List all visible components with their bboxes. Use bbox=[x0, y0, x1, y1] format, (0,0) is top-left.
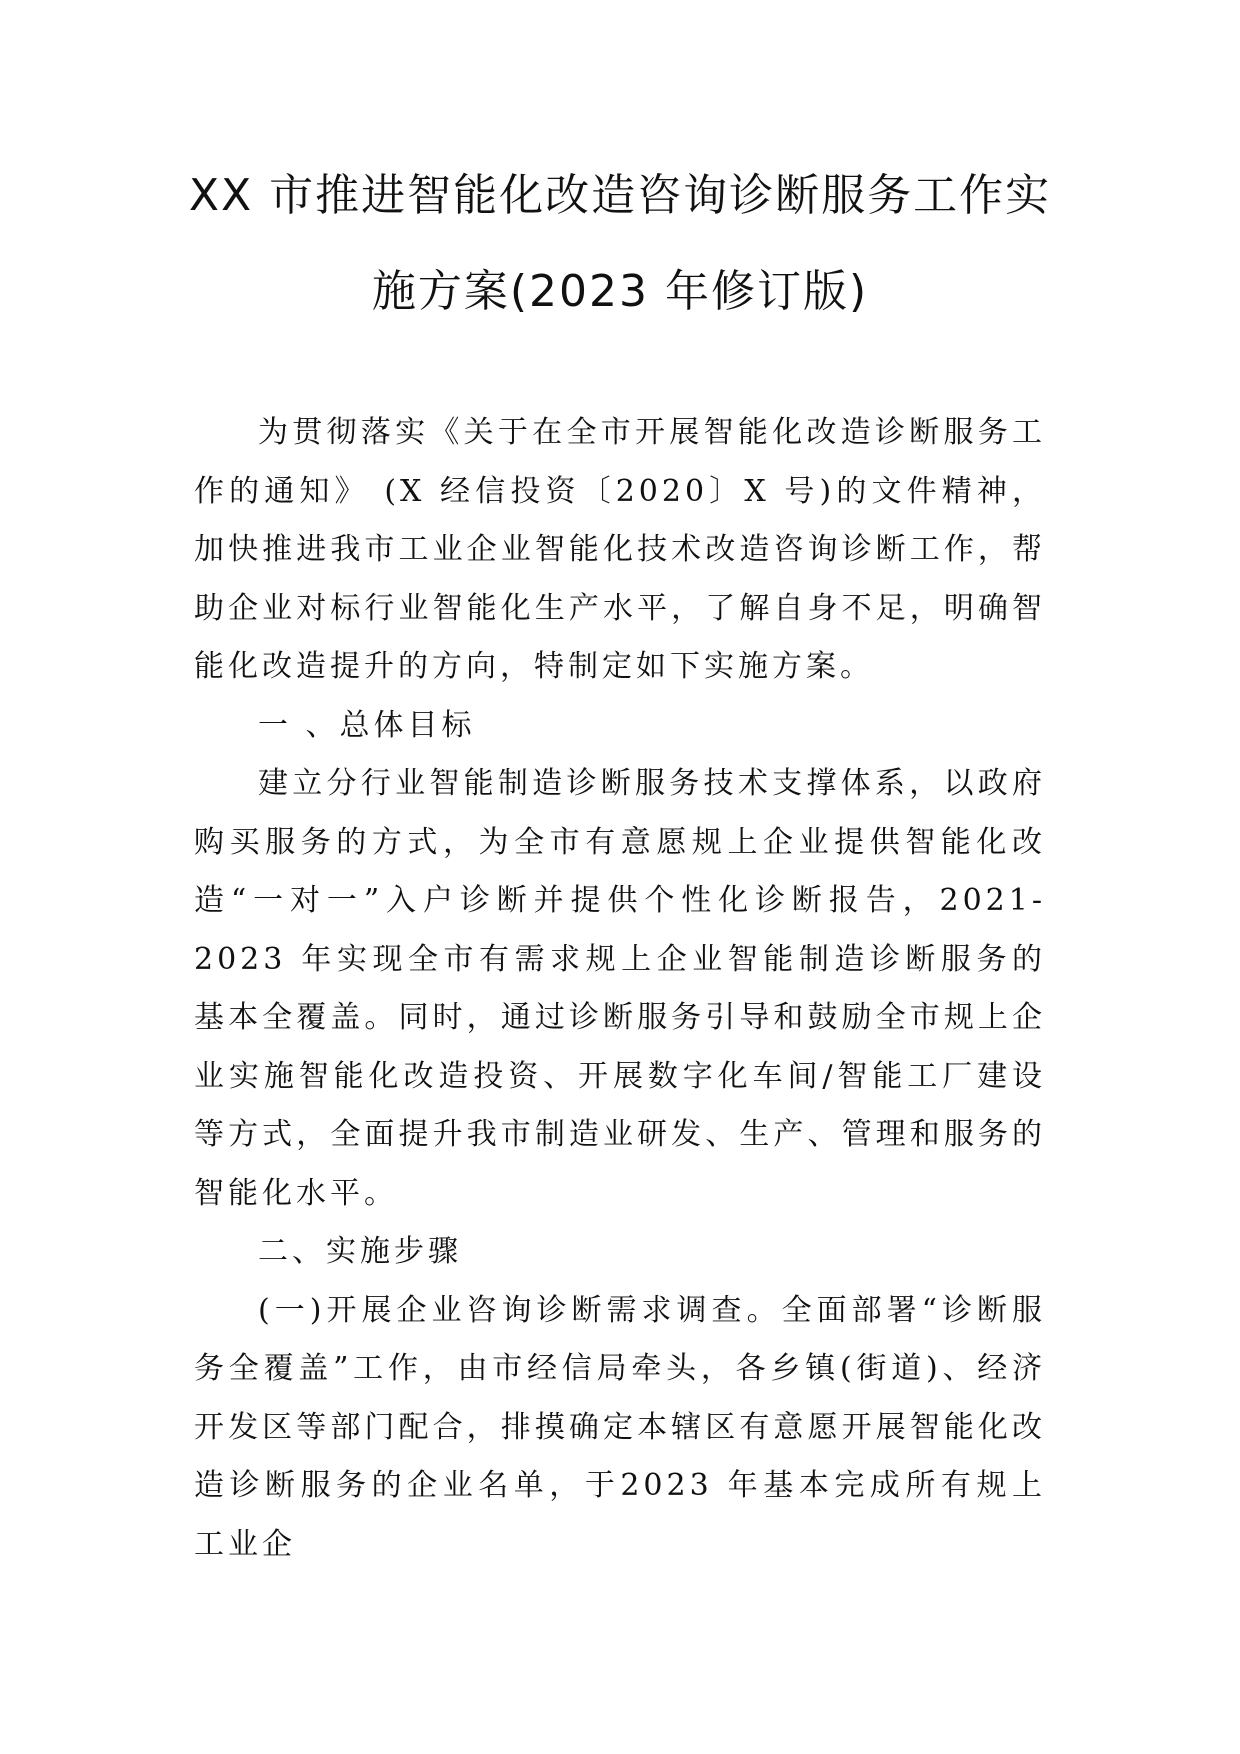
overall-goal-paragraph: 建立分行业智能制造诊断服务技术支撑体系，以政府购买服务的方式，为全市有意愿规上企业提供智能化改造“一对一”入户诊断并提供个性化诊断报告，2021-2023 年实现全市有需求规上企业智能制造诊断服务的基本全覆盖。同时，通过诊断服务引导和鼓励全市规上企业实施智能化改造投资、开展数字化车间/智能工厂建设等方式，全面提升我市制造业研发、生产、管理和服务的智能化水平。 bbox=[194, 766, 1046, 1211]
title-line-2: 施方案(2023 年修订版) bbox=[371, 266, 869, 317]
section-heading-implementation-steps: 二、实施步骤 bbox=[258, 1234, 462, 1269]
intro-paragraph: 为贯彻落实《关于在全市开展智能化改造诊断服务工作的通知》 (X 经信投资〔2020〕X 号)的文件精神，加快推进我市工业企业智能化技术改造咨询诊断工作，帮助企业对标行业智能化生产水平，了解自身不足，明确智能化改造提升的方向，特制定如下实施方案。 bbox=[194, 415, 1046, 684]
document-body bbox=[194, 404, 1046, 1574]
step-one-paragraph: (一)开展企业咨询诊断需求调查。全面部署“诊断服务全覆盖”工作，由市经信局牵头，各乡镇(街道)、经济开发区等部门配合，排摸确定本辖区有意愿开展智能化改造诊断服务的企业名单，于2023 年基本完成所有规上工业企 bbox=[194, 1292, 1046, 1562]
section-heading-overall-goal: 一 、总体目标 bbox=[258, 707, 476, 743]
title-line-1: XX 市推进智能化改造咨询诊断服务工作实 bbox=[188, 170, 1052, 221]
document-title bbox=[150, 148, 1090, 340]
